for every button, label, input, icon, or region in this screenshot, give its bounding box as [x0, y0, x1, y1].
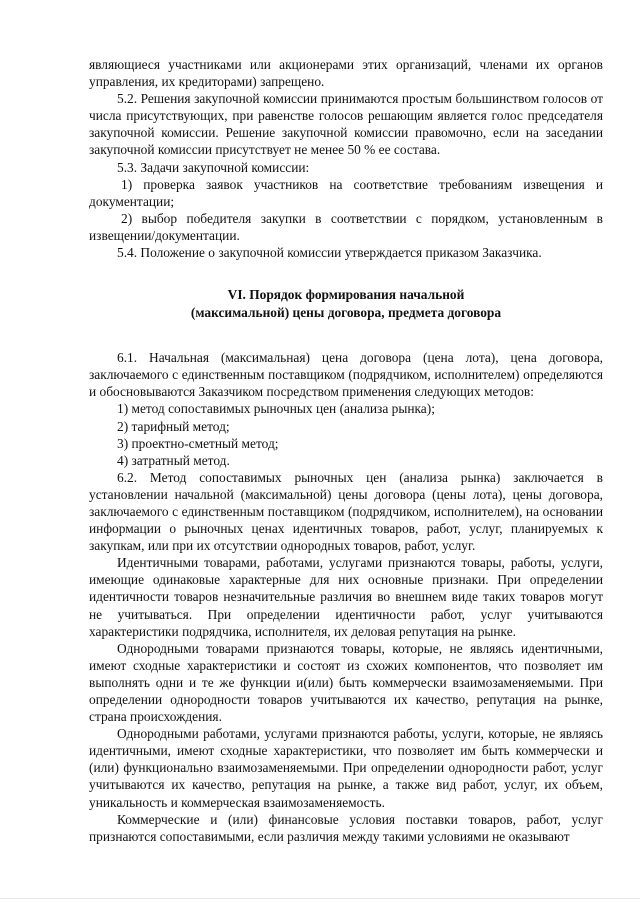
page-bottom-divider: [0, 898, 640, 899]
method-item-4: 4) затратный метод.: [117, 452, 230, 468]
paragraph-6-1: 6.1. Начальная (максимальная) цена договора (цена лота), цена договора, заключаемого с единственным поставщиком (подрядчиком, исполнителем) определяются и обосновываются Заказчиком посредством применения следующих методов:: [89, 350, 603, 400]
paragraph-5-3: 5.3. Задачи закупочной комиссии:: [117, 159, 310, 175]
section-heading: [89, 286, 603, 322]
paragraph-6-2: 6.2. Метод сопоставимых рыночных цен (анализа рынка) заключается в установлении начальной (максимальной) цены договора (цены лота), цены договора, заключаемого с единственным поставщиком (подрядчиком, исполнителем), на основании информации о рыночных ценах идентичных товаров, работ, услуг, планируемых к закупкам, или при их отсутствии однородных товаров, работ, услуг.: [89, 469, 603, 554]
paragraph-homogeneous-works: Однородными работами, услугами признаются работы, услуги, которые, не являясь идентичными, имеют сходные характеристики, что позволяет им быть коммерчески и (или) функционально взаимозаменяемыми. При определении однородности работ, услуг учитываются их качество, репутация на рынке, а также вид работ, услуг, их объем, уникальность и коммерческая взаимозаменяемость.: [89, 726, 603, 810]
methods-list: [89, 400, 603, 468]
paragraph-5-3-item-1: 1) проверка заявок участников на соответствие требованиям извещения и документации;: [89, 176, 603, 209]
paragraph-commercial-conditions: Коммерческие и (или) финансовые условия поставки товаров, работ, услуг признаются сопоставимыми, если различия между такими условиями не оказывают: [89, 811, 603, 844]
section-heading-line1: VI. Порядок формирования начальной: [227, 287, 465, 303]
paragraph-identical-goods: Идентичными товарами, работами, услугами признаются товары, работы, услуги, имеющие одинаковые характерные для них основные признаки. При определении идентичности товаров незначительные различия во внешнем виде таких товаров могут не учитываться. При определении идентичности работ, услуг учитываются характеристики подрядчика, исполнителя, их деловая репутация на рынке.: [89, 555, 603, 639]
paragraph-5-2: 5.2. Решения закупочной комиссии принимаются простым большинством голосов от числа присутствующих, при равенстве голосов решающим является голос председателя закупочной комиссии. Решение закупочной комиссии правомочно, если на заседании закупочной комиссии присутствует не менее 50 % ее состава.: [89, 91, 603, 158]
method-item-2: 2) тарифный метод;: [117, 418, 230, 434]
paragraph-continuation: являющиеся участниками или акционерами этих организаций, членами их органов управления, их кредиторами) запрещено.: [89, 57, 603, 90]
method-item-3: 3) проектно-сметный метод;: [117, 435, 279, 451]
paragraph-5-3-item-2: 2) выбор победителя закупки в соответствии с порядком, установленным в извещении/документации.: [89, 210, 603, 243]
section-heading-line2: (максимальной) цены договора, предмета договора: [190, 305, 502, 321]
paragraph-homogeneous-goods: Однородными товарами признаются товары, которые, не являясь идентичными, имеют сходные характеристики и состоят из схожих компонентов, что позволяет им выполнять одни и те же функции и(или) быть коммерчески взаимозаменяемыми. При определении однородности товаров учитываются их качество, репутация на рынке, страна происхождения.: [89, 640, 603, 725]
paragraph-5-4: 5.4. Положение о закупочной комиссии утверждается приказом Заказчика.: [117, 245, 542, 261]
method-item-1: 1) метод сопоставимых рыночных цен (анализа рынка);: [117, 401, 435, 417]
